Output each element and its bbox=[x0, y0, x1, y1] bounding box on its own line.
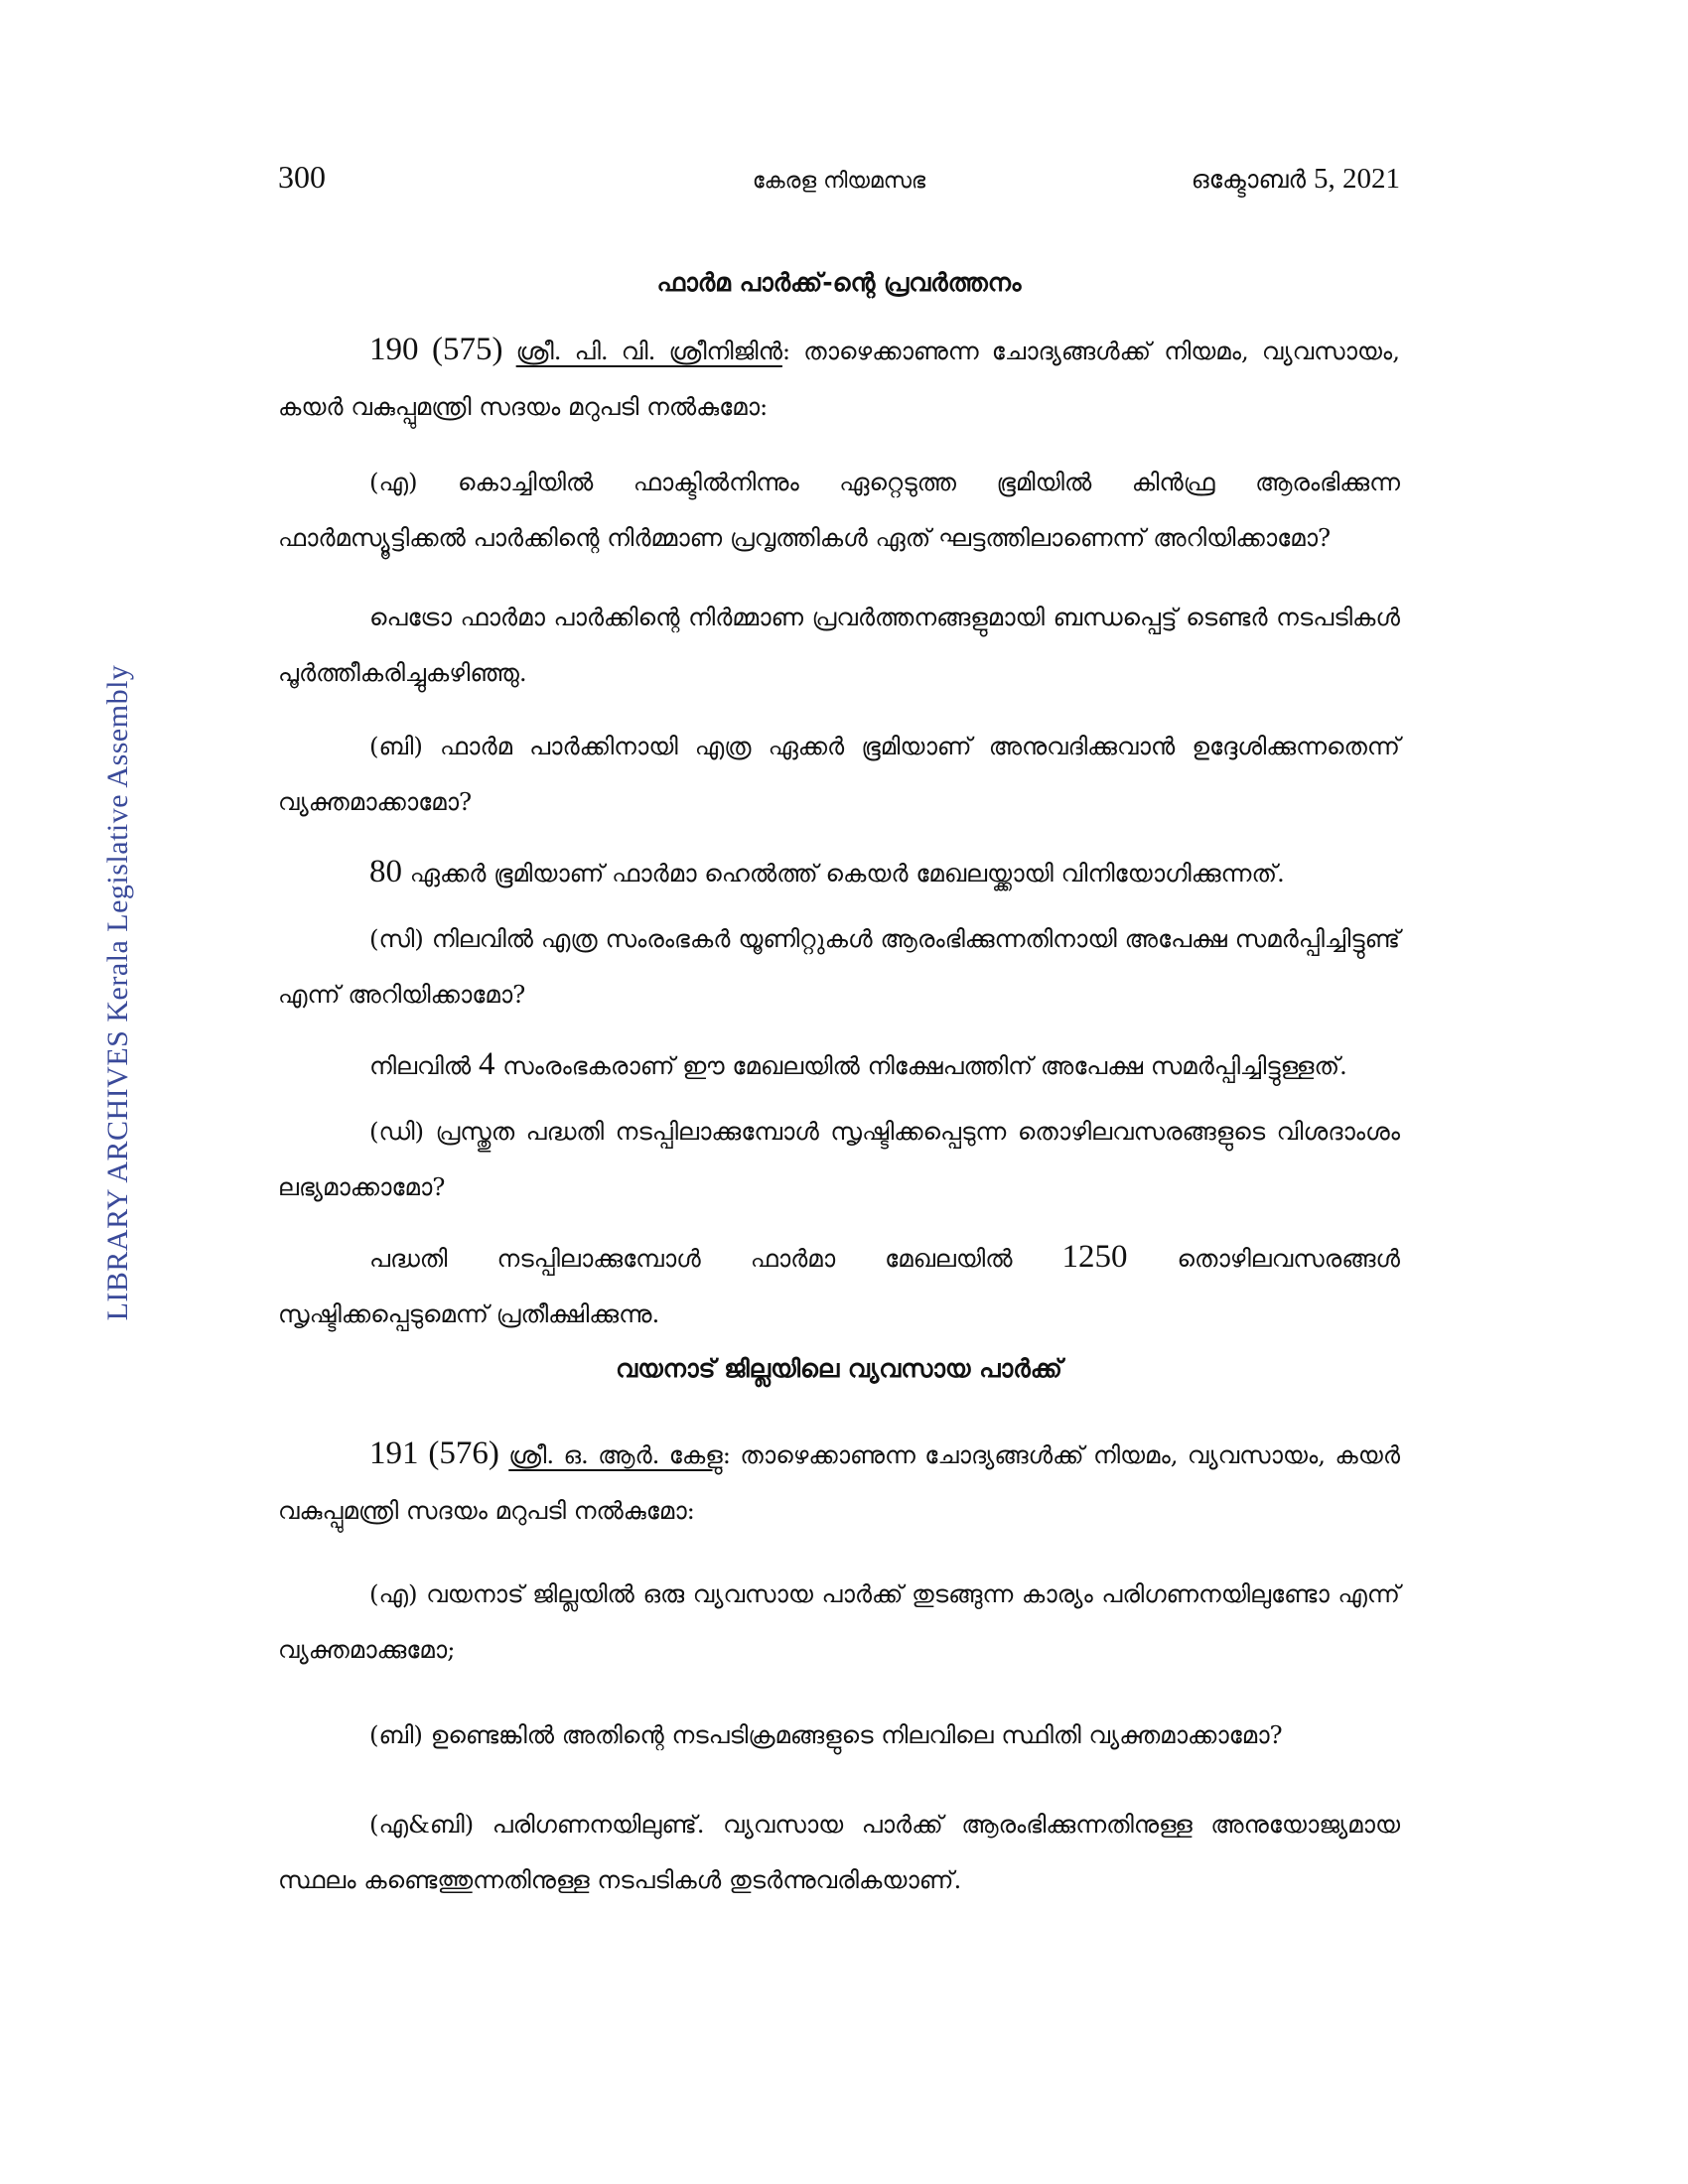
page-number: 300 bbox=[278, 159, 326, 195]
answer-d-text-1: പദ്ധതി നടപ്പിലാക്കുമ്പോൾ ഫാർമാ മേഖലയിൽ bbox=[369, 1244, 1062, 1273]
member-name: ശ്രീ. ഒ. ആർ. കേളു bbox=[508, 1440, 723, 1469]
question-a: (എ) കൊച്ചിയിൽ ഫാക്ടിൽനിന്നും ഏറ്റെടുത്ത ഭൂമിയിൽ കിൻഫ്ര ആരംഭിക്കുന്ന ഫാർമസ്യൂട്ടിക്കൽ പാർക്കിന്റെ നിർമ്മാണ പ്രവൃത്തികൾ ഏത് ഘട്ടത്തിലാണെന്ന് അറിയിക്കാമോ? bbox=[278, 468, 1400, 552]
answer-b-text: ഏക്കർ ഭൂമിയാണ് ഫാർമാ ഹെൽത്ത് കെയർ മേഖലയ്ക്കായി വിനിയോഗിക്കുന്നത്. bbox=[402, 859, 1285, 887]
archive-watermark: LIBRARY ARCHIVES Kerala Legislative Assembly bbox=[101, 664, 134, 1321]
question-b: (ബി) ഫാർമ പാർക്കിനായി എത്ര ഏക്കർ ഭൂമിയാണ് അനുവദിക്കുവാൻ ഉദ്ദേശിക്കുന്നതെന്ന് വ്യക്തമാക്കാമോ? bbox=[278, 732, 1400, 816]
answer-a: പെട്രോ ഫാർമാ പാർക്കിന്റെ നിർമ്മാണ പ്രവർത്തനങ്ങളുമായി ബന്ധപ്പെട്ട് ടെണ്ടർ നടപടികൾ പൂർത്തീകരിച്ചുകഴിഞ്ഞു. bbox=[278, 603, 1400, 687]
header-date-month: ഒക്ടോബർ bbox=[1191, 165, 1307, 194]
answer-c-number: 4 bbox=[478, 1046, 495, 1082]
answer-c-text-1: നിലവിൽ bbox=[369, 1051, 479, 1080]
answer-d-number: 1250 bbox=[1061, 1239, 1128, 1275]
member-name: ശ്രീ. പി. വി. ശ്രീനിജിൻ bbox=[515, 337, 782, 365]
answer-b-number: 80 bbox=[369, 854, 402, 889]
question-c: (സി) നിലവിൽ എത്ര സംരംഭകർ യൂണിറ്റുകൾ ആരംഭിക്കുന്നതിനായി അപേക്ഷ സമർപ്പിച്ചിട്ടുണ്ട് എന്ന് അറിയിക്കാമോ? bbox=[278, 924, 1400, 1009]
question-191-a: (എ) വയനാട് ജില്ലയിൽ ഒരു വ്യവസായ പാർക്ക് തുടങ്ങുന്ന കാര്യം പരിഗണനയിലുണ്ടോ എന്ന് വ്യക്തമാക്കുമോ; bbox=[278, 1579, 1400, 1664]
section2-title: വയനാട് ജില്ലയിലെ വ്യവസായ പാർക്ക് bbox=[616, 1354, 1062, 1383]
answer-b bbox=[278, 844, 1400, 901]
question-190-intro bbox=[278, 322, 1400, 435]
header-title: കേരള നിയമസഭ bbox=[752, 169, 926, 194]
document-body bbox=[278, 268, 1400, 1908]
page-header bbox=[278, 159, 1400, 208]
question-d: (ഡി) പ്രസ്തുത പദ്ധതി നടപ്പിലാക്കുമ്പോൾ സൃഷ്ടിക്കപ്പെടുന്ന തൊഴിലവസരങ്ങളുടെ വിശദാംശം ലഭ്യമാക്കാമോ? bbox=[278, 1117, 1400, 1201]
answer-d bbox=[278, 1229, 1400, 1342]
question-191-intro bbox=[278, 1426, 1400, 1539]
answer-d-text-2: തൊഴിലവസരങ്ങൾ സൃഷ്ടിക്കപ്പെടുമെന്ന് പ്രതീക്ഷിക്കുന്നു. bbox=[278, 1244, 1400, 1328]
question-intro-text: : താഴെക്കാണുന്ന ചോദ്യങ്ങൾക്ക് നിയമം, വ്യവസായം, കയർ വകുപ്പുമന്ത്രി സദയം മറുപടി നൽകുമോ: bbox=[278, 1440, 1400, 1525]
question-number: 191 (576) bbox=[369, 1435, 499, 1471]
question-191-b: (ബി) ഉണ്ടെങ്കിൽ അതിന്റെ നടപടിക്രമങ്ങളുടെ നിലവിലെ സ്ഥിതി വ്യക്തമാക്കാമോ? bbox=[369, 1720, 1283, 1749]
answer-191-ab: (എ&ബി) പരിഗണനയിലുണ്ട്. വ്യവസായ പാർക്ക് ആരംഭിക്കുന്നതിനുള്ള അനുയോജ്യമായ സ്ഥലം കണ്ടെത്തുന്നതിനുള്ള നടപടികൾ തുടർന്നുവരികയാണ്. bbox=[278, 1810, 1400, 1894]
question-number: 190 (575) bbox=[369, 332, 503, 367]
section1-title: ഫാർമ പാർക്ക്-ന്റെ പ്രവർത്തനം bbox=[656, 268, 1022, 297]
header-date-day-year: 5, 2021 bbox=[1314, 163, 1400, 195]
question-intro-text: : താഴെക്കാണുന്ന ചോദ്യങ്ങൾക്ക് നിയമം, വ്യവസായം, കയർ വകുപ്പുമന്ത്രി സദയം മറുപടി നൽകുമോ: bbox=[278, 337, 1400, 421]
answer-c bbox=[278, 1036, 1400, 1094]
answer-c-text-2: സംരംഭകരാണ് ഈ മേഖലയിൽ നിക്ഷേപത്തിന് അപേക്ഷ സമർപ്പിച്ചിട്ടുള്ളത്. bbox=[494, 1051, 1347, 1080]
header-date bbox=[1192, 163, 1400, 196]
